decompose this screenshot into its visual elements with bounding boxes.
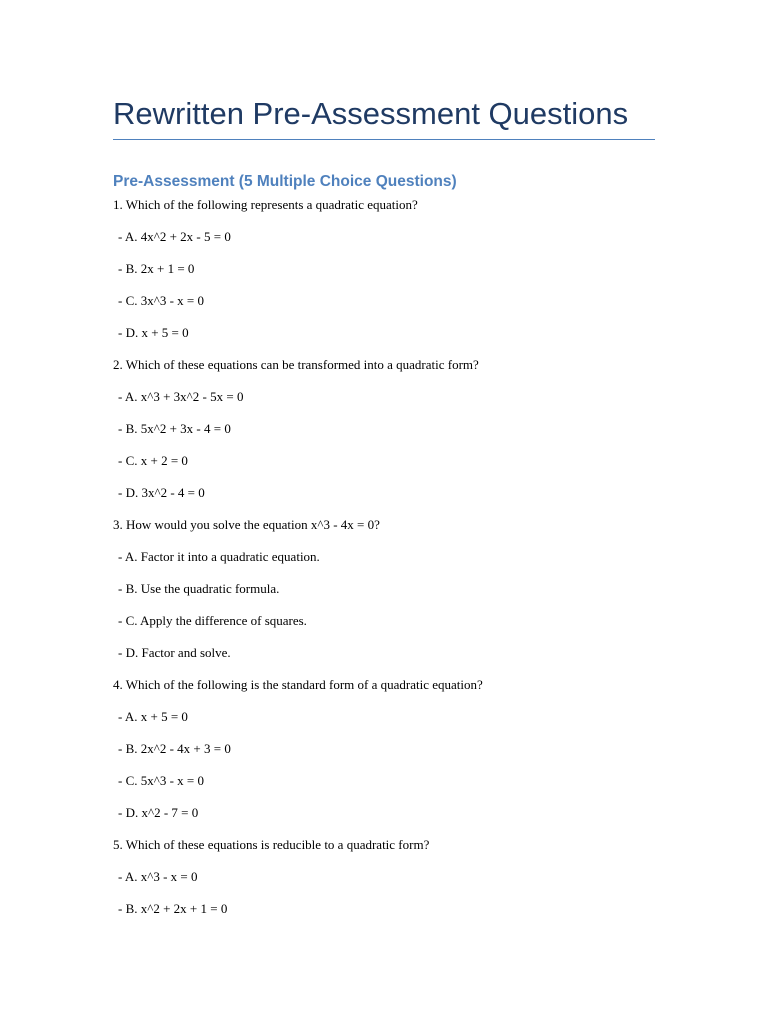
question-2-option-d: - D. 3x^2 - 4 = 0	[118, 485, 205, 500]
title-underline	[113, 139, 655, 140]
question-2: 2. Which of these equations can be transformed into a quadratic form?	[113, 357, 479, 372]
question-4-option-c: - C. 5x^3 - x = 0	[118, 773, 205, 788]
question-3-option-b: - B. Use the quadratic formula.	[118, 581, 280, 596]
document-title: Rewritten Pre-Assessment Questions	[113, 96, 629, 131]
question-2-option-a: - A. x^3 + 3x^2 - 5x = 0	[118, 389, 244, 404]
section-heading: Pre-Assessment (5 Multiple Choice Questions)	[113, 173, 457, 190]
question-4-option-d: - D. x^2 - 7 = 0	[118, 805, 199, 820]
question-5-option-b: - B. x^2 + 2x + 1 = 0	[118, 901, 228, 916]
question-3: 3. How would you solve the equation x^3 - 4x = 0?	[113, 517, 380, 532]
question-3-option-c: - C. Apply the difference of squares.	[118, 613, 307, 628]
question-4-option-b: - B. 2x^2 - 4x + 3 = 0	[118, 741, 231, 756]
question-1-option-a: - A. 4x^2 + 2x - 5 = 0	[118, 229, 231, 244]
question-2-option-b: - B. 5x^2 + 3x - 4 = 0	[118, 421, 231, 436]
question-3-option-d: - D. Factor and solve.	[118, 645, 231, 660]
question-5-option-a: - A. x^3 - x = 0	[118, 869, 198, 884]
question-3-option-a: - A. Factor it into a quadratic equation.	[118, 549, 320, 564]
question-1-option-c: - C. 3x^3 - x = 0	[118, 293, 205, 308]
question-5: 5. Which of these equations is reducible to a quadratic form?	[113, 837, 430, 852]
question-1-option-d: - D. x + 5 = 0	[118, 325, 189, 340]
question-4: 4. Which of the following is the standard form of a quadratic equation?	[113, 677, 483, 692]
question-2-option-c: - C. x + 2 = 0	[118, 453, 188, 468]
question-1-option-b: - B. 2x + 1 = 0	[118, 261, 195, 276]
question-1: 1. Which of the following represents a quadratic equation?	[113, 197, 418, 212]
question-4-option-a: - A. x + 5 = 0	[118, 709, 188, 724]
